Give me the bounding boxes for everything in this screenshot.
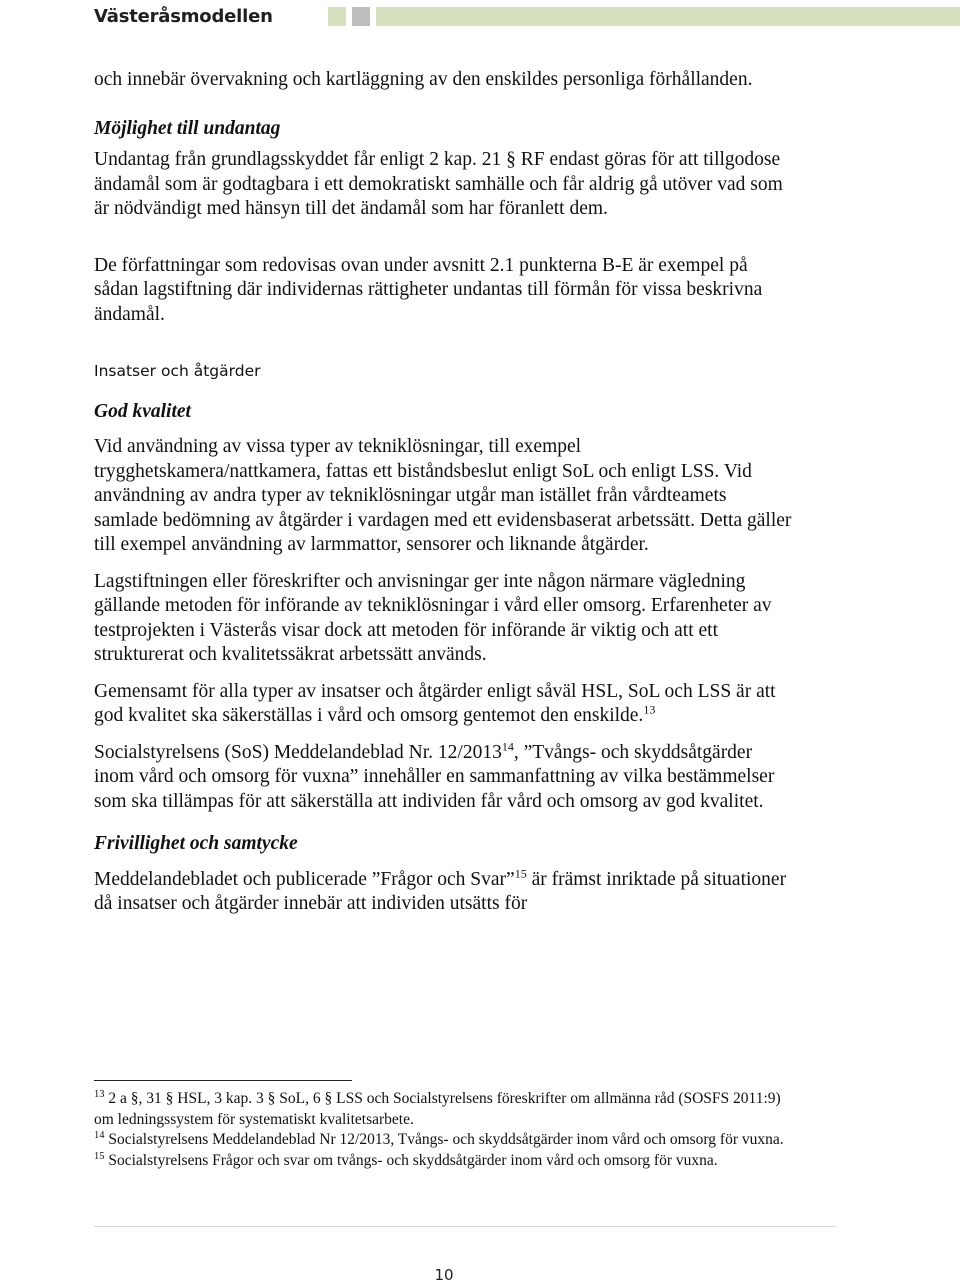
heading-god-kvalitet: God kvalitet [94, 400, 191, 422]
footnotes [94, 1089, 784, 1171]
footnote-14 [94, 1130, 784, 1151]
footnote-ref-13: 13 [643, 702, 656, 717]
heading-insatser: Insatser och åtgärder [94, 362, 261, 380]
footnote-number: 14 [94, 1129, 105, 1141]
footnote-ref-14: 14 [501, 739, 514, 753]
paragraph-fragor-svar-b: är främst inriktade på situationer då insatser och åtgärder innebär att individen utsätts för [94, 868, 787, 914]
footnote-15 [94, 1151, 784, 1172]
header-decor-square-gray [352, 7, 370, 26]
paragraph-meddelandeblad-a: Socialstyrelsens (SoS) Meddelandeblad Nr. 12/2013 [94, 741, 502, 763]
paragraph-fragor-svar [94, 868, 794, 917]
footnote-number: 15 [94, 1150, 105, 1162]
paragraph-teknik: Vid användning av vissa typer av tekniklösningar, till exempel trygghetskamera/nattkamera, fattas ett biståndsbeslut enligt SoL och enligt LSS. Vid användning av andra typer av tekniklösningar utgår man istället från vårdteamets samlade bedömning av åtgärder i vardagen med ett evidensbaserat arbetssätt. Detta gäller till exempel användning av larmmattor, sensorer och liknande åtgärder. [94, 436, 792, 555]
footnote-separator [94, 1080, 352, 1081]
paragraph-forfattningar: De författningar som redovisas ovan under avsnitt 2.1 punkterna B-E är exempel på sådan lagstiftning där individernas rättigheter undantas till förmån för vissa beskrivna ändamål. [94, 254, 763, 325]
paragraph-meddelandeblad [94, 741, 794, 815]
paragraph-gemensamt-text: Gemensamt för alla typer av insatser och åtgärder enligt såväl HSL, SoL och LSS är att god kvalitet ska säkerställas i vård och omsorg gentemot den enskilde. [94, 680, 776, 726]
paragraph-intro: och innebär övervakning och kartläggning av den enskildes personliga förhållanden. [94, 69, 753, 90]
footnote-ref-15: 15 [514, 866, 527, 880]
header-decor-square-green [328, 7, 346, 26]
paragraph-meddelandeblad-b: , ”Tvångs- och skyddsåtgärder inom vård och omsorg för vuxna” innehåller en sammanfattning av vilka bestämmelser som ska tillämpas för att säkerställa att individen får vård och omsorg av god kvalitet. [94, 741, 775, 812]
footnote-text: 2 a §, 31 § HSL, 3 kap. 3 § SoL, 6 § LSS och Socialstyrelsens föreskrifter om allmänna råd (SOSFS 2011:9) om ledningssystem för systematiskt kvalitetsarbete. [94, 1090, 781, 1128]
footnote-text: Socialstyrelsens Frågor och svar om tvångs- och skyddsåtgärder inom vård och omsorg för vuxna. [104, 1151, 718, 1169]
heading-undantag: Möjlighet till undantag [94, 117, 281, 139]
page-header [0, 0, 960, 36]
footer-rule [94, 1226, 836, 1227]
paragraph-undantag: Undantag från grundlagsskyddet får enligt 2 kap. 21 § RF endast göras för att tillgodose ändamål som är godtagbara i ett demokratiskt samhälle och får aldrig gå utöver vad som är nödvändigt med hänsyn till det ändamål som har föranlett dem. [94, 149, 783, 219]
footnote-13 [94, 1089, 784, 1130]
footnote-number: 13 [94, 1088, 105, 1100]
document-body [94, 68, 794, 917]
footnote-text: Socialstyrelsens Meddelandeblad Nr 12/2013, Tvångs- och skyddsåtgärder inom vård och omsorg för vuxna. [104, 1131, 784, 1148]
heading-frivillighet: Frivillighet och samtycke [94, 833, 298, 854]
paragraph-fragor-svar-a: Meddelandebladet och publicerade ”Frågor och Svar” [94, 868, 515, 890]
paragraph-lagstiftning: Lagstiftningen eller föreskrifter och anvisningar ger inte någon närmare vägledning gällande metoden för införande av tekniklösningar i vård eller omsorg. Erfarenheter av testprojekten i Västerås visar dock att metoden för införande är viktig och att ett strukturerat och kvalitetssäkrat arbetssätt används. [94, 570, 772, 665]
page-number: 10 [434, 1266, 454, 1284]
header-title: Västeråsmodellen [94, 6, 273, 27]
header-decor-bar [376, 7, 960, 26]
paragraph-gemensamt [94, 680, 794, 729]
